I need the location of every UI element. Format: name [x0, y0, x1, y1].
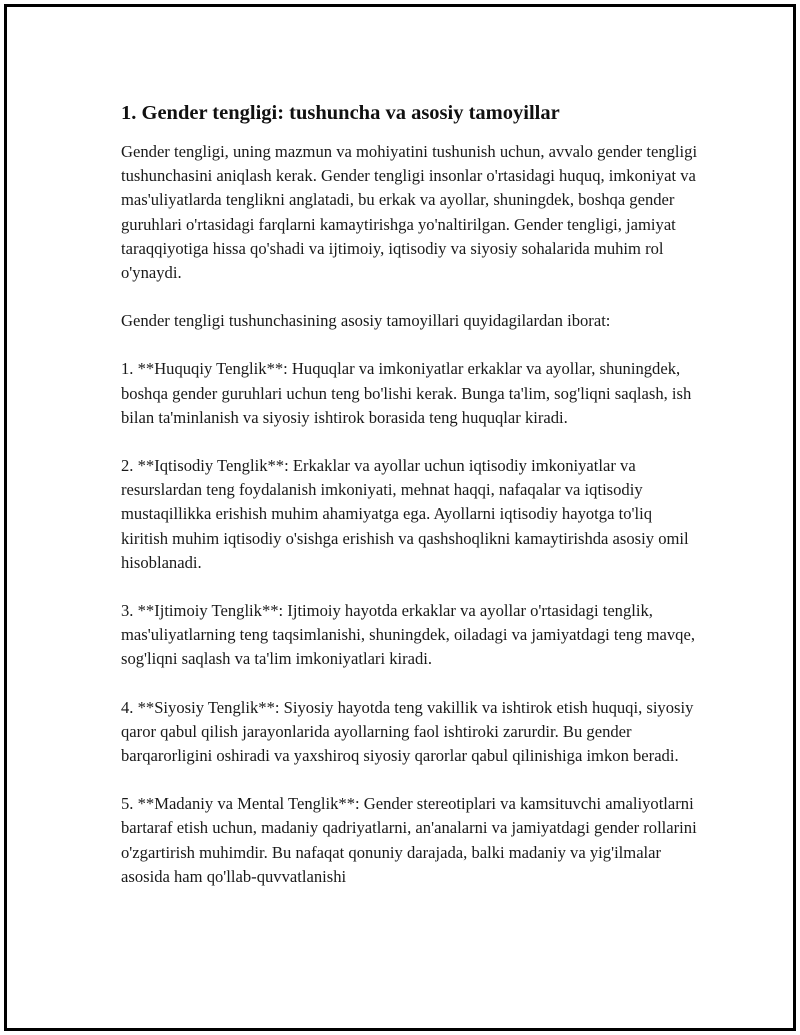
document-body [121, 99, 701, 913]
principle-political-equality: 4. **Siyosiy Tenglik**: Siyosiy hayotda teng vakillik va ishtirok etish huquqi, siyosiy qaror qabul qilish jarayonlarida ayollarning faol ishtiroki zarurdir. Bu gender barqarorligini oshiradi va yaxshiroq siyosiy qarorlar qabul qilinishiga imkon beradi. [121, 697, 694, 766]
principle-cultural-equality: 5. **Madaniy va Mental Tenglik**: Gender stereotiplari va kamsituvchi amaliyotlarni bartaraf etish uchun, madaniy qadriyatlarni, an'analarni va jamiyatdagi gender rollarini o'zgartirish muhimdir. Bu nafaqat qonuniy darajada, balki madaniy va yig'ilmalar asosida ham qo'llab-quvvatlanishi [121, 794, 697, 886]
principles-lead-paragraph: Gender tengligi tushunchasining asosiy tamoyillari quyidagilardan iborat: [121, 311, 611, 331]
principle-economic-equality: 2. **Iqtisodiy Tenglik**: Erkaklar va ayollar uchun iqtisodiy imkoniyatlar va resurslardan teng foydalanish imkoniyati, mehnat haqqi, nafaqalar va iqtisodiy mustaqillikka erishish muhim ahamiyatga ega. Ayollarni iqtisodiy hayotga to'liq kiritish muhim iqtisodiy o'sishga erishish va qashshoqlikni kamaytirishda asosiy omil hisoblanadi. [121, 456, 689, 572]
principle-legal-equality: 1. **Huquqiy Tenglik**: Huquqlar va imkoniyatlar erkaklar va ayollar, shuningdek, boshqa gender guruhlari uchun teng bo'lishi kerak. Bunga ta'lim, sog'liqni saqlash, ish bilan ta'minlanish va siyosiy ishtirok borasida teng huquqlar kiradi. [121, 359, 692, 427]
principle-social-equality: 3. **Ijtimoiy Tenglik**: Ijtimoiy hayotda erkaklar va ayollar o'rtasidagi tenglik, mas'uliyatlarning teng taqsimlanishi, shuningdek, oiladagi va jamiyatdagi teng mavqe, sog'liqni saqlash va ta'lim imkoniyatlari kiradi. [121, 601, 695, 669]
section-heading: 1. Gender tengligi: tushuncha va asosiy tamoyillar [121, 102, 560, 124]
intro-paragraph: Gender tengligi, uning mazmun va mohiyatini tushunish uchun, avvalo gender tengligi tushunchasini aniqlash kerak. Gender tengligi insonlar o'rtasidagi huquq, imkoniyat va mas'uliyatlarda tenglikni anglatadi, bu erkak va ayollar, shuningdek, boshqa gender guruhlari o'rtasidagi farqlarni kamaytirishga yo'naltirilgan. Gender tengligi, jamiyat taraqqiyotiga hissa qo'shadi va ijtimoiy, iqtisodiy va siyosiy sohalarida muhim rol o'ynaydi. [121, 142, 698, 283]
document-page [4, 4, 796, 1031]
